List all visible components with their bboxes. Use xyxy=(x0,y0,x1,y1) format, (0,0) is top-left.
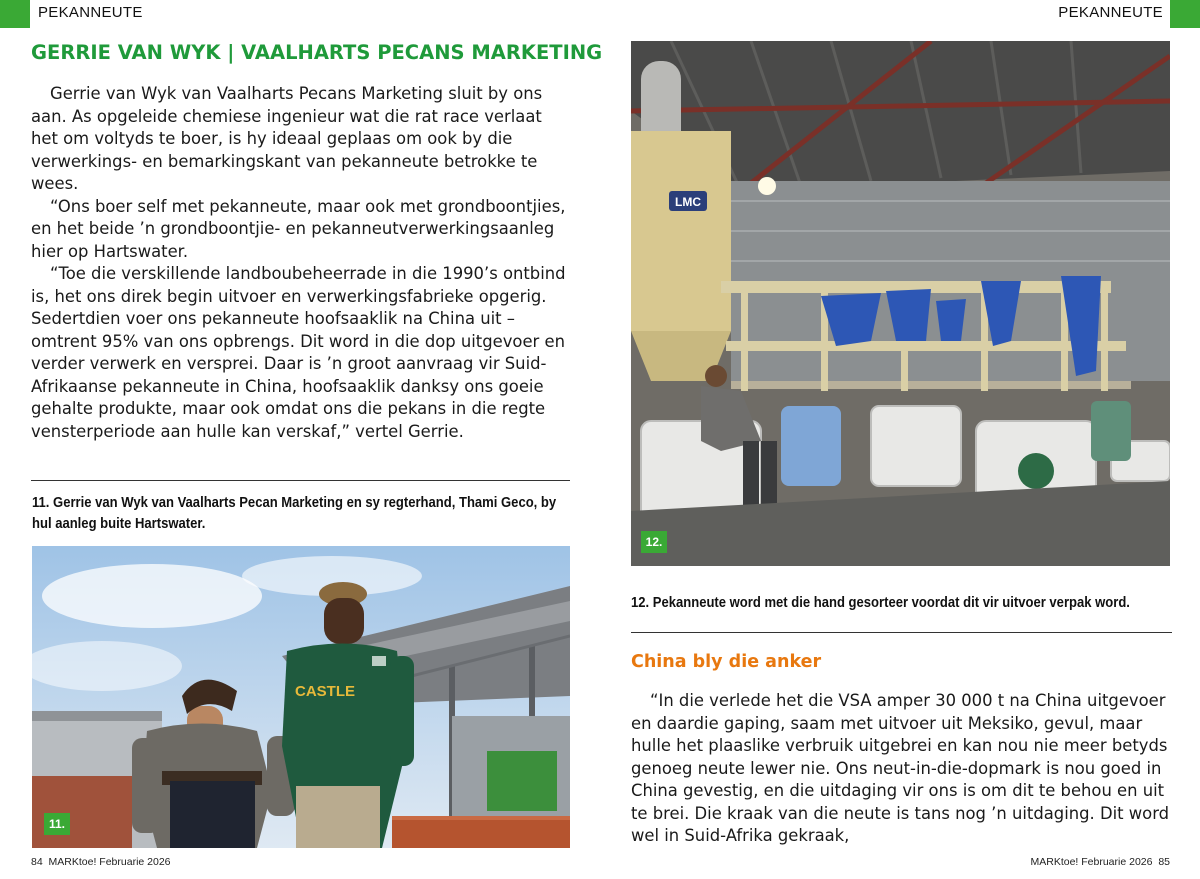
body-paragraph: “Toe die verskillende landboubeheerrade in die 1990’s ontbind is, het ons direk begin uitvoer en verwerkingsfabrieke opgerig. Sedertdien voer ons pekanneute hoofsaaklik na China uit – omtrent 95% van ons opbrengs. Dit word in die dop uitgevoer en verder verwerk en versprei. Daar is ’n groot aanvraag vir Suid-Afrikaanse pekanneute in China, hoofsaaklik danksy ons goeie gehalte produkte, maar ook omdat ons die pekans in die regte vensterperiode aan hulle kan verskaf,” vertel Gerrie. xyxy=(31,264,566,441)
divider-rule xyxy=(631,632,1172,633)
body-paragraph: Gerrie van Wyk van Vaalharts Pecans Marketing sluit by ons aan. As opgeleide chemiese ingenieur wat die rat race verlaat het om voltyds te boer, is hy ideaal geplaas om ook by die verwerkings- en bemarkingskant van pekanneute betrokke te wees. xyxy=(31,84,543,193)
article-headline: GERRIE VAN WYK | VAALHARTS PECANS MARKETING xyxy=(31,41,603,64)
body-paragraph: “In die verlede het die VSA amper 30 000 t na China uitgevoer en daardie gaping, saam met uitvoer uit Meksiko, gevul, maar hulle het plaaslike verbruik uitgebrei en kan nou nie meer betyds genoeg neute lewer nie. Ons neut-in-die-dopmark is nou goed in China gevestig, en die uitdaging vir ons is om dit te behou en uit te brei. Die kraak van die neute is tans nog ’n uitdaging. Dit word wel in Suid-Afrika gekraak, xyxy=(631,691,1170,845)
right-body-text xyxy=(631,690,1172,848)
left-body-text xyxy=(31,83,571,443)
footer-page-number-right: 85 xyxy=(1158,856,1170,868)
photo-shirt-text: CASTLE xyxy=(295,683,355,700)
footer-publication-left: MARKtoe! Februarie 2026 xyxy=(48,856,171,868)
footer-page-number-left: 84 xyxy=(31,856,43,868)
footer-right xyxy=(1030,856,1170,868)
section-label-left: PEKANNEUTE xyxy=(38,4,143,21)
photo-caption-12: 12. Pekanneute word met die hand gesorteer voordat dit vir uitvoer verpak word. xyxy=(631,595,1130,611)
photo-badge-12: 12. xyxy=(641,531,667,553)
section-subheading: China bly die anker xyxy=(631,652,822,672)
section-tab-mark-left xyxy=(0,0,30,28)
section-label-right: PEKANNEUTE xyxy=(1058,4,1163,21)
photo-11-illustration xyxy=(32,546,570,848)
machine-logo: LMC xyxy=(675,195,701,209)
section-tab-mark-right xyxy=(1170,0,1200,28)
body-paragraph: “Ons boer self met pekanneute, maar ook met grondboontjies, en het beide ’n grondboontjie- en pekanneutverwerkingsaanleg hier op Hartswater. xyxy=(31,196,566,261)
photo-badge-11: 11. xyxy=(44,813,70,835)
photo-gerrie-and-thami xyxy=(32,546,570,848)
photo-caption-11: 11. Gerrie van Wyk van Vaalharts Pecan Marketing en sy regterhand, Thami Geco, by hul aanleg buite Hartswater. xyxy=(32,495,557,532)
footer-publication-right: MARKtoe! Februarie 2026 xyxy=(1030,856,1153,868)
divider-rule xyxy=(31,480,570,481)
photo-sorting-plant xyxy=(631,41,1170,566)
footer-left xyxy=(31,856,171,868)
photo-12-illustration xyxy=(631,41,1170,566)
